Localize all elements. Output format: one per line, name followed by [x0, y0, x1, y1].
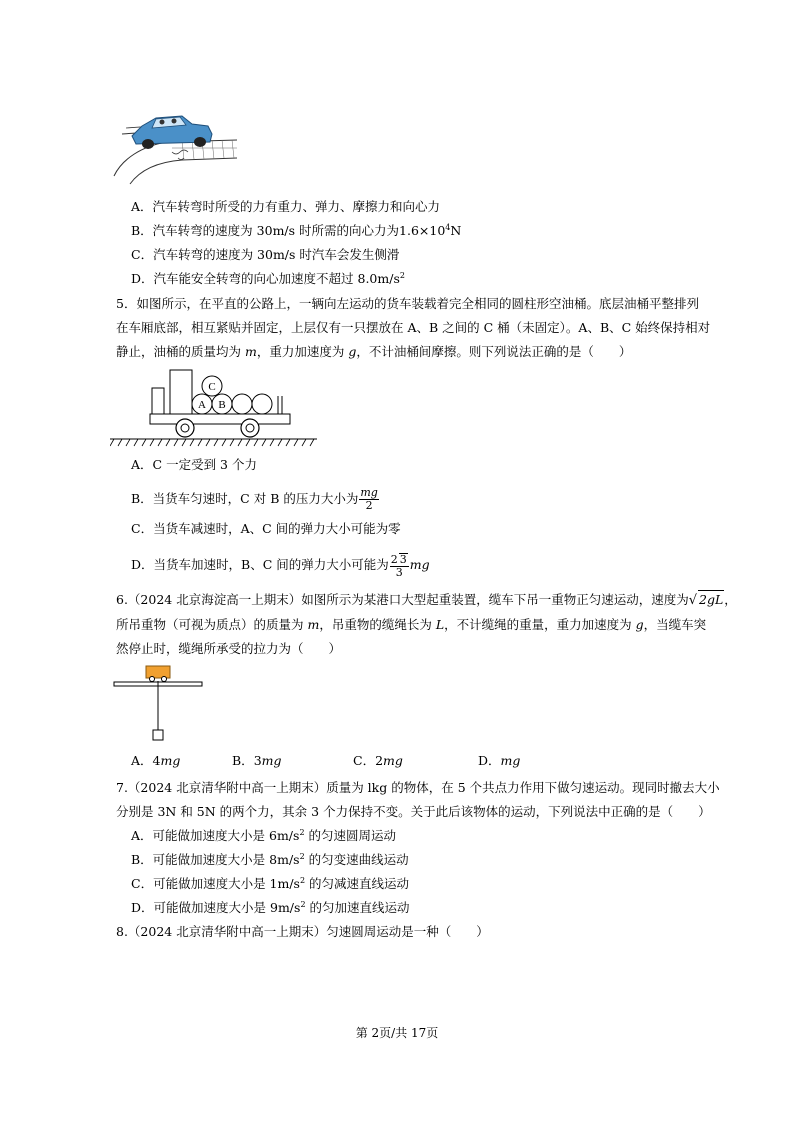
q6-option-c-label: C． [353, 753, 376, 768]
q5-option-b-denominator: 2 [365, 499, 373, 512]
q6-option-a [131, 752, 180, 770]
q6-option-b-var: mg [261, 753, 282, 768]
q5-option-d-fraction [390, 553, 409, 579]
q6-text-a: 所吊重物（可视为质点）的质量为 [116, 617, 308, 632]
page-footer: 第 2页/共 17页 [355, 1026, 439, 1040]
car-turning-figure [112, 104, 242, 186]
q7-option-a [131, 827, 396, 845]
q7-option-b [131, 851, 409, 869]
q5-text-b: ，重力加速度为 [256, 344, 349, 359]
q5-var-g: g [348, 344, 357, 359]
q6-text-d: ，当缆车突 [643, 617, 707, 632]
q4-option-b-text: B．汽车转弯的速度为 30m/s 时所需的向心力为 [131, 223, 400, 238]
q5-option-d-coef: 2 [390, 552, 398, 566]
q7-option-d [131, 899, 410, 917]
q6-option-d-label: D． [478, 753, 501, 768]
q7-stem-line-2: 分别是 3N 和 5N 的两个力，其余 3 个力保持不变。关于此后该物体的运动，下列说法中正确的是（ ） [116, 804, 711, 819]
q5-stem-line-3 [116, 343, 631, 361]
q8-stem-line-1: 8.（2024 北京清华附中高一上期末）匀速圆周运动是一种（ ） [116, 924, 489, 939]
q7-option-b-post: 的匀变速曲线运动 [304, 852, 409, 867]
q5-text-c: ，不计油桶间摩擦。则下列说法正确的是（ ） [356, 344, 632, 359]
q6-option-b-label: B． [232, 753, 254, 768]
q7-option-c-text: C．可能做加速度大小是 1m/s [131, 876, 300, 891]
q5-var-m: m [244, 344, 257, 359]
q7-option-c-post: 的匀减速直线运动 [305, 876, 410, 891]
crane-cart-figure [112, 664, 204, 748]
q6-option-b-coef: 3 [253, 753, 262, 768]
q6-stem-line-1: 6.（2024 北京海淀高一上期末）如图所示为某港口大型起重装置，缆车下吊一重物正匀速运动，速度为√ 2gL， [116, 592, 737, 608]
q5-stem-line-2: 在车厢底部，相互紧贴并固定，上层仅有一只摆放在 A、B 之间的 C 桶（未固定）。A、B、C 始终保持相对 [116, 320, 711, 335]
q5-option-a: A．C 一定受到 3 个力 [131, 457, 257, 472]
q6-text-pre: 6.（2024 北京海淀高一上期末）如图所示为某港口大型起重装置，缆车下吊一重物正匀速运动，速度为 [116, 592, 689, 607]
q4-option-d [131, 270, 405, 288]
q5-option-b-numerator: mg [360, 486, 378, 499]
q6-option-d-var: mg [500, 753, 521, 768]
q6-var-g: g [635, 617, 644, 632]
q5-option-c: C．当货车减速时，A、C 间的弹力大小可能为零 [131, 521, 401, 536]
q6-option-a-coef: 4 [152, 753, 161, 768]
q5-option-d-text: D．当货车加速时，B、C 间的弹力大小可能为 [131, 557, 389, 572]
q5-option-d-radicand: 3 [399, 552, 407, 566]
q4-option-c: C．汽车转弯的速度为 30m/s 时汽车会发生侧滑 [131, 247, 400, 262]
q6-var-L: L [435, 617, 445, 632]
truck-barrels-figure [110, 366, 320, 450]
q5-stem-line-1: 5．如图所示，在平直的公路上，一辆向左运动的货车装载着完全相同的圆柱形空油桶。底层油桶平整排列 [116, 296, 699, 311]
q6-option-a-label: A． [131, 753, 153, 768]
q7-option-a-text: A．可能做加速度大小是 6m/s [131, 828, 300, 843]
q5-option-b-fraction [359, 487, 378, 512]
q6-text-b: ，吊重物的缆绳长为 [319, 617, 436, 632]
q4-option-b [131, 222, 461, 240]
q6-option-a-var: mg [160, 753, 181, 768]
q7-option-c [131, 875, 409, 893]
q5-option-b-text: B．当货车匀速时，C 对 B 的压力大小为 [131, 491, 359, 506]
q6-option-b [232, 752, 282, 770]
q6-option-c-var: mg [383, 753, 403, 768]
q6-stem-line-2 [116, 616, 706, 634]
q6-radicand: 2gL [699, 592, 724, 607]
q7-option-d-exp: 2 [300, 900, 306, 909]
q5-option-d-var: mg [409, 557, 430, 572]
q6-var-m: m [307, 617, 320, 632]
q6-text-post: ， [724, 592, 737, 607]
q4-option-b-exponent: 4 [445, 223, 451, 232]
q7-option-a-post: 的匀速圆周运动 [304, 828, 397, 843]
q5-option-b [131, 484, 380, 514]
q7-option-b-exp: 2 [299, 852, 305, 861]
q5-text-a: 静止，油桶的质量均为 [116, 344, 245, 359]
q6-option-c [353, 752, 403, 770]
q7-option-a-exp: 2 [299, 828, 305, 837]
q4-option-d-exponent: 2 [399, 271, 405, 280]
barrel-a-label: A [198, 399, 206, 411]
q7-option-c-exp: 2 [299, 876, 306, 885]
q4-option-b-unit: N [450, 223, 462, 238]
q5-option-d [131, 548, 430, 582]
q6-option-c-coef: 2 [375, 753, 384, 768]
q4-option-b-value: 1.6×10 [399, 223, 446, 238]
q4-option-a: A．汽车转弯时所受的力有重力、弹力、摩擦力和向心力 [131, 199, 441, 214]
barrel-c-label: C [208, 381, 216, 393]
q7-option-b-text: B．可能做加速度大小是 8m/s [131, 852, 300, 867]
q7-stem-line-1: 7.（2024 北京清华附中高一上期末）质量为 lkg 的物体，在 5 个共点力作用下做匀速运动。现同时撤去大小 [116, 780, 720, 795]
q6-text-c: ，不计缆绳的重量，重力加速度为 [444, 617, 636, 632]
q7-option-d-post: 的匀加速直线运动 [305, 900, 410, 915]
barrel-b-label: B [218, 399, 226, 411]
q6-stem-line-3: 然停止时，缆绳所承受的拉力为（ ） [116, 641, 342, 656]
q5-option-d-denominator: 3 [395, 565, 403, 579]
q6-option-d [478, 752, 520, 770]
q4-option-d-text: D．汽车能安全转弯的向心加速度不超过 8.0m/s [131, 271, 400, 286]
q7-option-d-text: D．可能做加速度大小是 9m/s [131, 900, 301, 915]
